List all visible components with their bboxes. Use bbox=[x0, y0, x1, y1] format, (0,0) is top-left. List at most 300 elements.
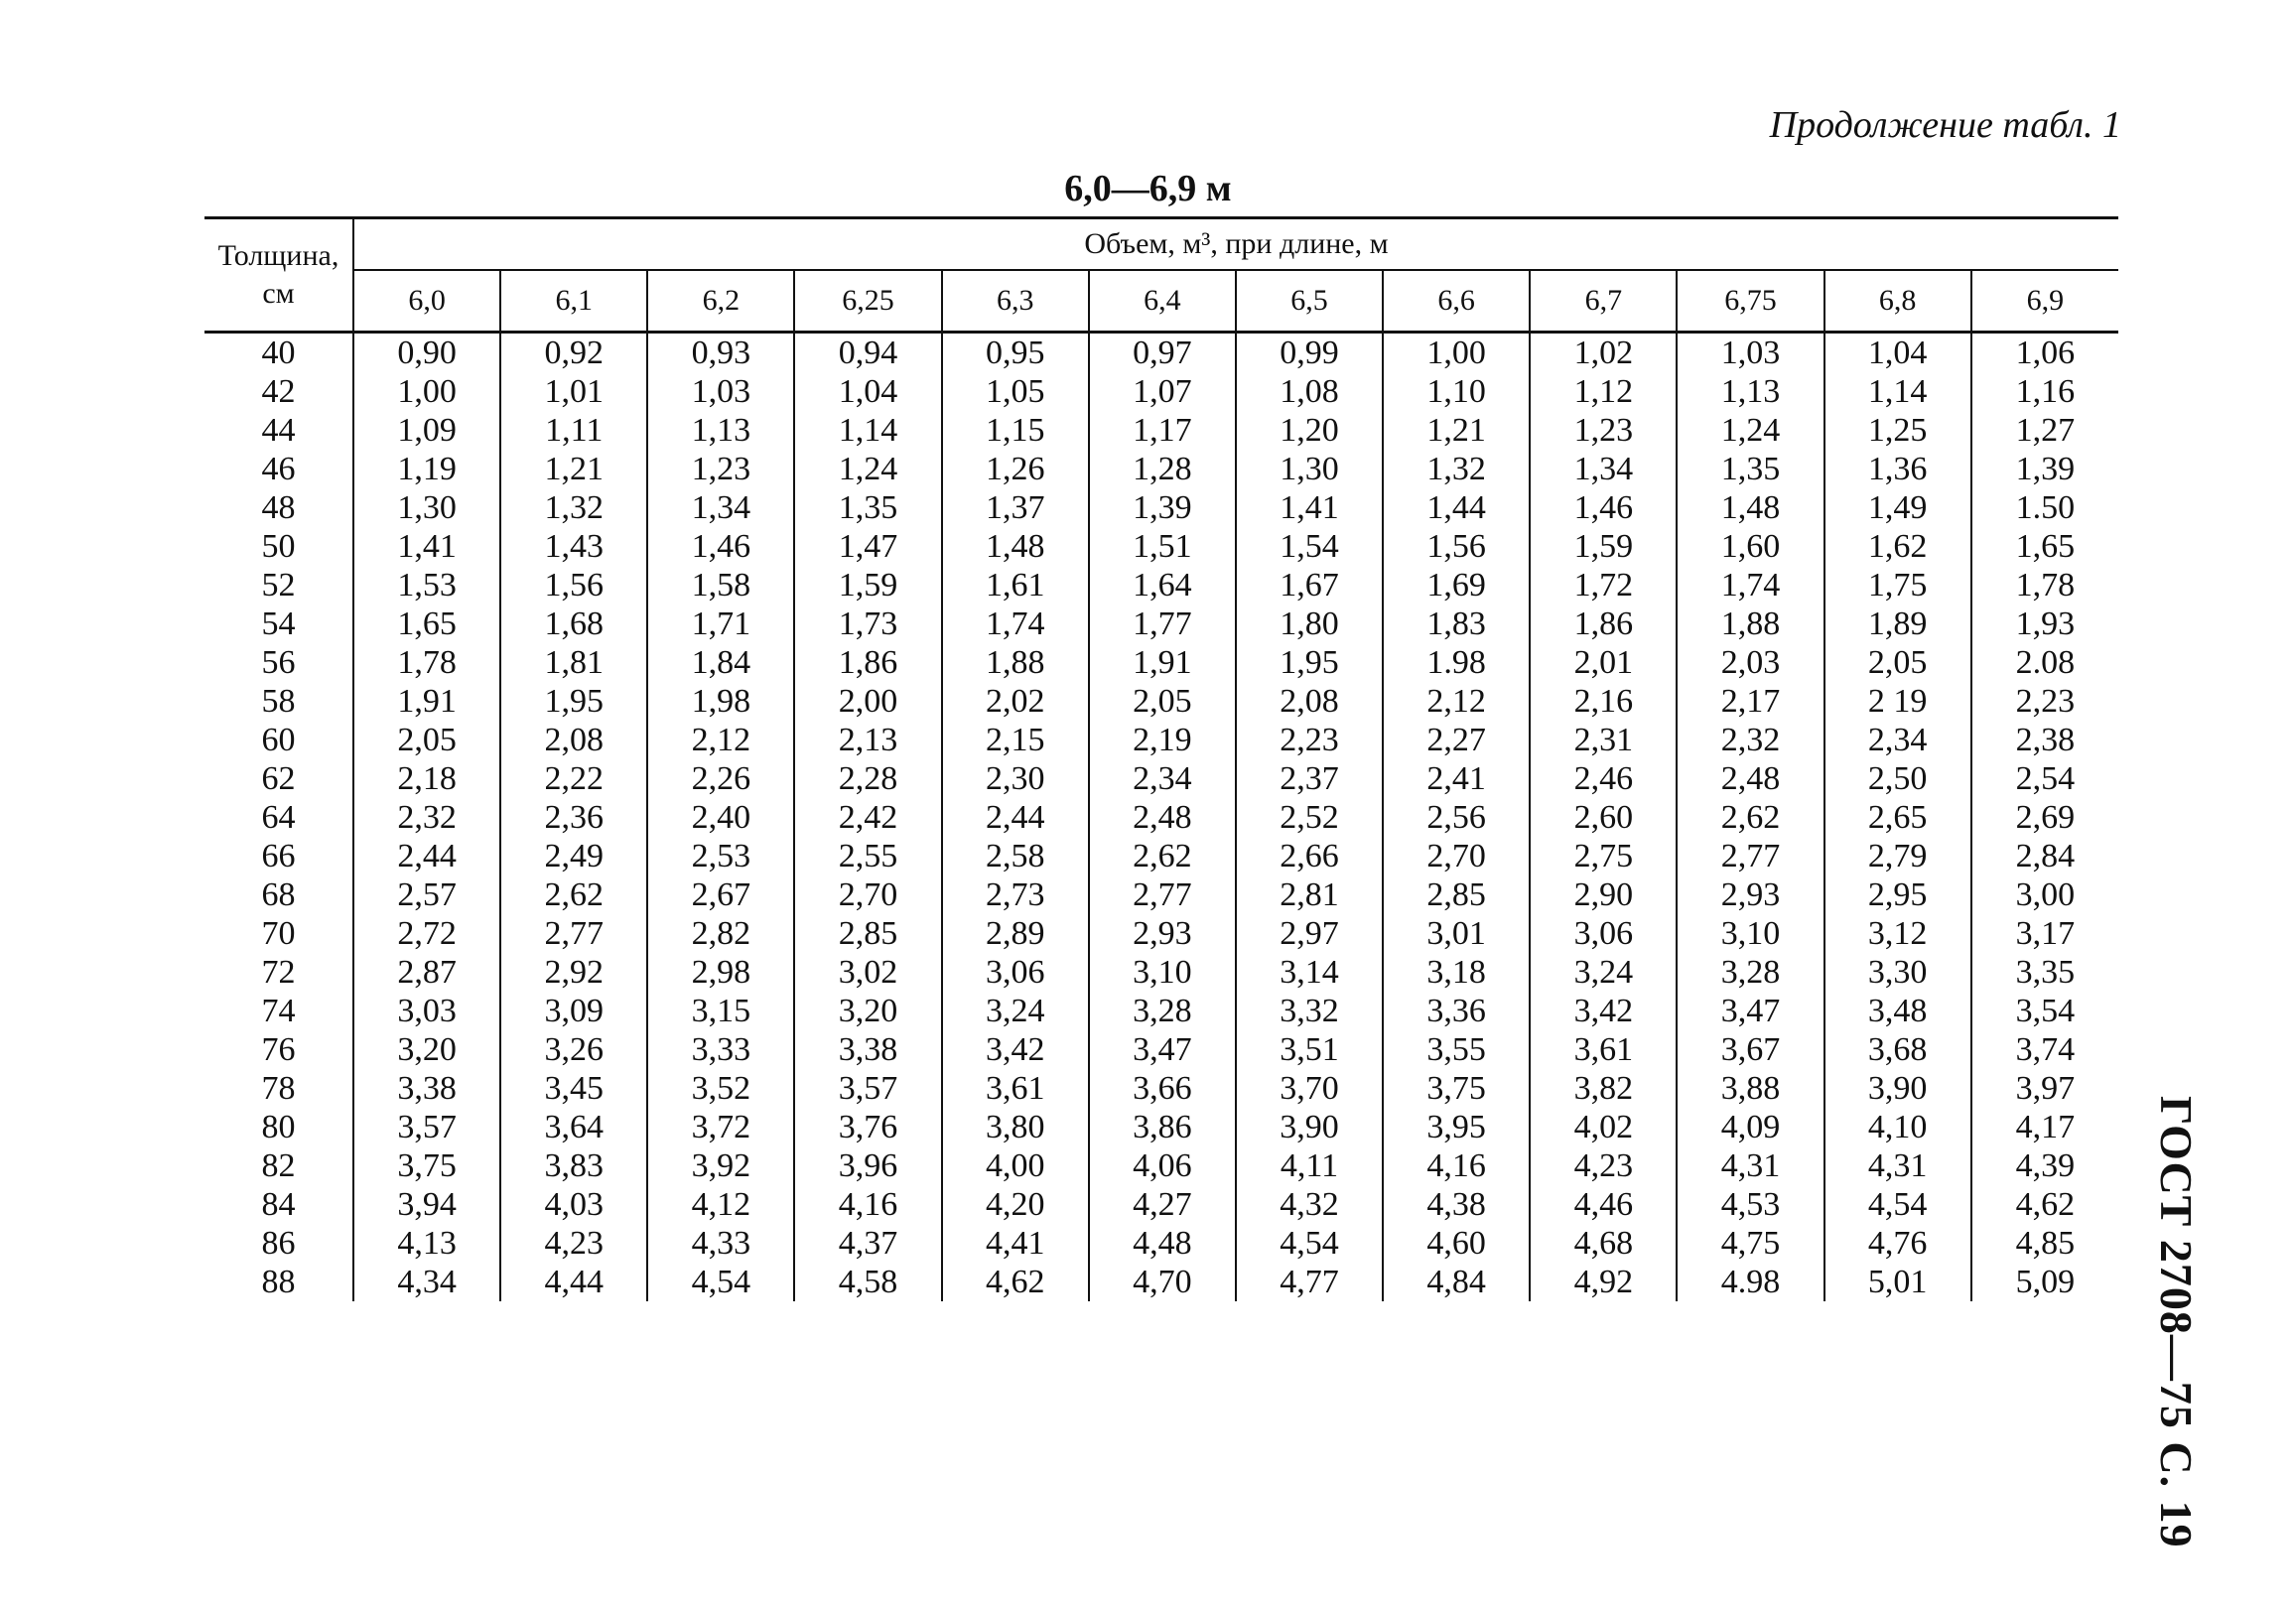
volume-cell: 2,32 bbox=[1677, 721, 1823, 759]
volume-cell: 4,31 bbox=[1824, 1146, 1971, 1185]
volume-cell: 3,92 bbox=[647, 1146, 794, 1185]
volume-cell: 2,62 bbox=[500, 875, 647, 914]
volume-cell: 3,15 bbox=[647, 992, 794, 1030]
volume-cell: 2,53 bbox=[647, 837, 794, 875]
volume-cell: 1,08 bbox=[1236, 372, 1383, 411]
table-row bbox=[204, 1030, 2118, 1069]
volume-cell: 1,16 bbox=[1971, 372, 2118, 411]
volume-cell: 1,00 bbox=[1383, 333, 1530, 373]
volume-cell: 4,62 bbox=[1971, 1185, 2118, 1224]
volume-cell: 1,89 bbox=[1824, 604, 1971, 643]
volume-cell: 4,38 bbox=[1383, 1185, 1530, 1224]
volume-cell: 0,92 bbox=[500, 333, 647, 373]
volume-cell: 2,01 bbox=[1530, 643, 1677, 682]
table-row bbox=[204, 721, 2118, 759]
length-header: 6,7 bbox=[1530, 270, 1677, 333]
volume-cell: 1,21 bbox=[1383, 411, 1530, 450]
volume-cell: 2,05 bbox=[353, 721, 500, 759]
volume-cell: 4,12 bbox=[647, 1185, 794, 1224]
volume-cell: 1,68 bbox=[500, 604, 647, 643]
volume-cell: 3,68 bbox=[1824, 1030, 1971, 1069]
volume-cell: 1,02 bbox=[1530, 333, 1677, 373]
volume-cell: 1,37 bbox=[942, 488, 1089, 527]
volume-cell: 2,82 bbox=[647, 914, 794, 953]
volume-cell: 1,61 bbox=[942, 566, 1089, 604]
thickness-cell: 78 bbox=[204, 1069, 353, 1108]
volume-cell: 1,27 bbox=[1971, 411, 2118, 450]
volume-cell: 2,65 bbox=[1824, 798, 1971, 837]
volume-cell: 2,93 bbox=[1089, 914, 1236, 953]
volume-cell: 2,31 bbox=[1530, 721, 1677, 759]
volume-cell: 2,34 bbox=[1824, 721, 1971, 759]
volume-cell: 1,58 bbox=[647, 566, 794, 604]
volume-cell: 3,32 bbox=[1236, 992, 1383, 1030]
volume-cell: 1,00 bbox=[353, 372, 500, 411]
volume-cell: 2,49 bbox=[500, 837, 647, 875]
volume-cell: 1,34 bbox=[1530, 450, 1677, 488]
table-row bbox=[204, 333, 2118, 373]
volume-cell: 4,53 bbox=[1677, 1185, 1823, 1224]
volume-cell: 1,34 bbox=[647, 488, 794, 527]
volume-cell: 3,52 bbox=[647, 1069, 794, 1108]
table-row bbox=[204, 798, 2118, 837]
volume-cell: 3,55 bbox=[1383, 1030, 1530, 1069]
volume-cell: 2,60 bbox=[1530, 798, 1677, 837]
volume-cell: 4,16 bbox=[794, 1185, 941, 1224]
volume-cell: 1,53 bbox=[353, 566, 500, 604]
volume-cell: 4,54 bbox=[1824, 1185, 1971, 1224]
volume-cell: 2,52 bbox=[1236, 798, 1383, 837]
volume-cell: 3,72 bbox=[647, 1108, 794, 1146]
volume-cell: 1,88 bbox=[942, 643, 1089, 682]
volume-cell: 1,24 bbox=[794, 450, 941, 488]
volume-cell: 1,56 bbox=[1383, 527, 1530, 566]
volume-cell: 2,46 bbox=[1530, 759, 1677, 798]
volume-cell: 1,19 bbox=[353, 450, 500, 488]
thickness-cell: 58 bbox=[204, 682, 353, 721]
volume-cell: 1,23 bbox=[647, 450, 794, 488]
thickness-cell: 74 bbox=[204, 992, 353, 1030]
volume-cell: 3,45 bbox=[500, 1069, 647, 1108]
volume-cell: 2,89 bbox=[942, 914, 1089, 953]
volume-cell: 1,41 bbox=[353, 527, 500, 566]
volume-cell: 2,27 bbox=[1383, 721, 1530, 759]
thickness-cell: 50 bbox=[204, 527, 353, 566]
thickness-cell: 64 bbox=[204, 798, 353, 837]
length-header: 6,4 bbox=[1089, 270, 1236, 333]
volume-cell: 1,84 bbox=[647, 643, 794, 682]
volume-cell: 2,69 bbox=[1971, 798, 2118, 837]
volume-cell: 1.98 bbox=[1383, 643, 1530, 682]
volume-cell: 1,30 bbox=[1236, 450, 1383, 488]
volume-cell: 0,99 bbox=[1236, 333, 1383, 373]
table-row bbox=[204, 837, 2118, 875]
volume-cell: 4,92 bbox=[1530, 1263, 1677, 1301]
volume-cell: 2.08 bbox=[1971, 643, 2118, 682]
table-row bbox=[204, 1185, 2118, 1224]
volume-cell: 3,10 bbox=[1677, 914, 1823, 953]
volume-cell: 5,09 bbox=[1971, 1263, 2118, 1301]
volume-cell: 1,88 bbox=[1677, 604, 1823, 643]
volume-cell: 2,13 bbox=[794, 721, 941, 759]
thickness-cell: 76 bbox=[204, 1030, 353, 1069]
volume-cell: 2,23 bbox=[1236, 721, 1383, 759]
volume-cell: 2,42 bbox=[794, 798, 941, 837]
volume-cell: 3,61 bbox=[942, 1069, 1089, 1108]
volume-cell: 4,33 bbox=[647, 1224, 794, 1263]
volume-cell: 3,03 bbox=[353, 992, 500, 1030]
length-header: 6,25 bbox=[794, 270, 941, 333]
volume-cell: 1,05 bbox=[942, 372, 1089, 411]
table-row bbox=[204, 914, 2118, 953]
volume-cell: 4,37 bbox=[794, 1224, 941, 1263]
range-title: 6,0—6,9 м bbox=[1064, 168, 1232, 209]
volume-cell: 2,93 bbox=[1677, 875, 1823, 914]
volume-cell: 1,15 bbox=[942, 411, 1089, 450]
volume-cell: 2,15 bbox=[942, 721, 1089, 759]
volume-cell: 4,13 bbox=[353, 1224, 500, 1263]
volume-cell: 1,72 bbox=[1530, 566, 1677, 604]
volume-cell: 3,26 bbox=[500, 1030, 647, 1069]
table-row bbox=[204, 682, 2118, 721]
volume-cell: 3,10 bbox=[1089, 953, 1236, 992]
volume-cell: 1,98 bbox=[647, 682, 794, 721]
volume-cell: 2,55 bbox=[794, 837, 941, 875]
table-row bbox=[204, 953, 2118, 992]
volume-cell: 2,48 bbox=[1089, 798, 1236, 837]
volume-cell: 3,97 bbox=[1971, 1069, 2118, 1108]
volume-cell: 3,54 bbox=[1971, 992, 2118, 1030]
thickness-cell: 72 bbox=[204, 953, 353, 992]
volume-cell: 4,54 bbox=[1236, 1224, 1383, 1263]
volume-cell: 1,56 bbox=[500, 566, 647, 604]
volume-cell: 2,95 bbox=[1824, 875, 1971, 914]
table-row bbox=[204, 372, 2118, 411]
volume-cell: 4,62 bbox=[942, 1263, 1089, 1301]
volume-cell: 2,30 bbox=[942, 759, 1089, 798]
volume-cell: 1,21 bbox=[500, 450, 647, 488]
volume-cell: 1,60 bbox=[1677, 527, 1823, 566]
volume-cell: 1,69 bbox=[1383, 566, 1530, 604]
volume-cell: 3,94 bbox=[353, 1185, 500, 1224]
volume-cell: 3,67 bbox=[1677, 1030, 1823, 1069]
volume-cell: 1,41 bbox=[1236, 488, 1383, 527]
table-row bbox=[204, 759, 2118, 798]
volume-cell: 2,48 bbox=[1677, 759, 1823, 798]
volume-cell: 2,44 bbox=[942, 798, 1089, 837]
volume-cell: 2,36 bbox=[500, 798, 647, 837]
length-header: 6,3 bbox=[942, 270, 1089, 333]
volume-cell: 3,30 bbox=[1824, 953, 1971, 992]
volume-cell: 2,70 bbox=[1383, 837, 1530, 875]
volume-cell: 3,06 bbox=[942, 953, 1089, 992]
volume-cell: 1,13 bbox=[647, 411, 794, 450]
thickness-cell: 82 bbox=[204, 1146, 353, 1185]
thickness-cell: 66 bbox=[204, 837, 353, 875]
volume-cell: 2,92 bbox=[500, 953, 647, 992]
volume-cell: 3,28 bbox=[1677, 953, 1823, 992]
volume-cell: 2,84 bbox=[1971, 837, 2118, 875]
table-row bbox=[204, 566, 2118, 604]
table-row bbox=[204, 411, 2118, 450]
volume-cell: 1,71 bbox=[647, 604, 794, 643]
volume-cell: 3,90 bbox=[1824, 1069, 1971, 1108]
volume-cell: 1,39 bbox=[1089, 488, 1236, 527]
volume-cell: 2,62 bbox=[1089, 837, 1236, 875]
volume-cell: 2,03 bbox=[1677, 643, 1823, 682]
volume-cell: 4,58 bbox=[794, 1263, 941, 1301]
volume-cell: 3,66 bbox=[1089, 1069, 1236, 1108]
volume-cell: 3,75 bbox=[353, 1146, 500, 1185]
volume-cell: 1,25 bbox=[1824, 411, 1971, 450]
volume-cell: 4,60 bbox=[1383, 1224, 1530, 1263]
volume-cell: 1,65 bbox=[353, 604, 500, 643]
volume-cell: 3,35 bbox=[1971, 953, 2118, 992]
volume-cell: 2,73 bbox=[942, 875, 1089, 914]
volume-cell: 3,57 bbox=[353, 1108, 500, 1146]
volume-cell: 1,74 bbox=[942, 604, 1089, 643]
volume-cell: 4,77 bbox=[1236, 1263, 1383, 1301]
thickness-cell: 56 bbox=[204, 643, 353, 682]
volume-cell: 3,06 bbox=[1530, 914, 1677, 953]
volume-cell: 4,09 bbox=[1677, 1108, 1823, 1146]
volume-cell: 1,13 bbox=[1677, 372, 1823, 411]
volume-cell: 2,05 bbox=[1824, 643, 1971, 682]
volume-cell: 3,42 bbox=[942, 1030, 1089, 1069]
volume-cell: 1,46 bbox=[1530, 488, 1677, 527]
volume-cell: 2,58 bbox=[942, 837, 1089, 875]
thickness-cell: 62 bbox=[204, 759, 353, 798]
volume-cell: 1.50 bbox=[1971, 488, 2118, 527]
thickness-cell: 40 bbox=[204, 333, 353, 373]
volume-cell: 4,17 bbox=[1971, 1108, 2118, 1146]
volume-cell: 2,90 bbox=[1530, 875, 1677, 914]
table-row bbox=[204, 1108, 2118, 1146]
length-header: 6,1 bbox=[500, 270, 647, 333]
volume-cell: 2,19 bbox=[1089, 721, 1236, 759]
volume-cell: 4,32 bbox=[1236, 1185, 1383, 1224]
volume-cell: 1,44 bbox=[1383, 488, 1530, 527]
volume-cell: 3,90 bbox=[1236, 1108, 1383, 1146]
volume-cell: 3,96 bbox=[794, 1146, 941, 1185]
table-row bbox=[204, 450, 2118, 488]
volume-cell: 3,76 bbox=[794, 1108, 941, 1146]
volume-cell: 4,70 bbox=[1089, 1263, 1236, 1301]
volume-cell: 1,54 bbox=[1236, 527, 1383, 566]
volume-cell: 3,70 bbox=[1236, 1069, 1383, 1108]
volume-cell: 3,51 bbox=[1236, 1030, 1383, 1069]
volume-cell: 1,36 bbox=[1824, 450, 1971, 488]
volume-cell: 2,77 bbox=[1089, 875, 1236, 914]
length-header: 6,75 bbox=[1677, 270, 1823, 333]
volume-cell: 1,91 bbox=[353, 682, 500, 721]
volume-cell: 4,39 bbox=[1971, 1146, 2118, 1185]
volume-cell: 1,59 bbox=[794, 566, 941, 604]
volume-cell: 1,12 bbox=[1530, 372, 1677, 411]
volume-cell: 4,68 bbox=[1530, 1224, 1677, 1263]
volume-cell: 3,00 bbox=[1971, 875, 2118, 914]
thickness-cell: 88 bbox=[204, 1263, 353, 1301]
volume-cell: 2,18 bbox=[353, 759, 500, 798]
volume-cell: 4,41 bbox=[942, 1224, 1089, 1263]
volume-header: Объем, м³, при длине, м bbox=[353, 218, 2118, 271]
length-header: 6,8 bbox=[1824, 270, 1971, 333]
volume-cell: 1,39 bbox=[1971, 450, 2118, 488]
length-header: 6,6 bbox=[1383, 270, 1530, 333]
volume-cell: 3,38 bbox=[353, 1069, 500, 1108]
volume-cell: 2,28 bbox=[794, 759, 941, 798]
volume-cell: 3,02 bbox=[794, 953, 941, 992]
volume-cell: 3,36 bbox=[1383, 992, 1530, 1030]
volume-cell: 1,86 bbox=[1530, 604, 1677, 643]
volume-cell: 3,24 bbox=[942, 992, 1089, 1030]
volume-cell: 1,48 bbox=[1677, 488, 1823, 527]
volume-cell: 2,00 bbox=[794, 682, 941, 721]
volume-cell: 2,44 bbox=[353, 837, 500, 875]
volume-cell: 3,47 bbox=[1677, 992, 1823, 1030]
volume-cell: 1,04 bbox=[794, 372, 941, 411]
volume-cell: 1,03 bbox=[1677, 333, 1823, 373]
volume-cell: 2,85 bbox=[1383, 875, 1530, 914]
volume-cell: 1,78 bbox=[353, 643, 500, 682]
volume-cell: 3,42 bbox=[1530, 992, 1677, 1030]
volume-cell: 1,35 bbox=[1677, 450, 1823, 488]
volume-cell: 3,83 bbox=[500, 1146, 647, 1185]
volume-cell: 1,11 bbox=[500, 411, 647, 450]
table-row bbox=[204, 527, 2118, 566]
volume-cell: 4.98 bbox=[1677, 1263, 1823, 1301]
volume-cell: 3,57 bbox=[794, 1069, 941, 1108]
volume-cell: 1,74 bbox=[1677, 566, 1823, 604]
volume-cell: 1,93 bbox=[1971, 604, 2118, 643]
volume-cell: 5,01 bbox=[1824, 1263, 1971, 1301]
volume-cell: 4,75 bbox=[1677, 1224, 1823, 1263]
volume-cell: 1,32 bbox=[1383, 450, 1530, 488]
volume-cell: 4,23 bbox=[1530, 1146, 1677, 1185]
length-header: 6,0 bbox=[353, 270, 500, 333]
volume-cell: 4,48 bbox=[1089, 1224, 1236, 1263]
volume-cell: 4,76 bbox=[1824, 1224, 1971, 1263]
volume-cell: 3,09 bbox=[500, 992, 647, 1030]
volume-cell: 4,23 bbox=[500, 1224, 647, 1263]
volume-cell: 1,81 bbox=[500, 643, 647, 682]
volume-cell: 3,01 bbox=[1383, 914, 1530, 953]
table-row bbox=[204, 488, 2118, 527]
volume-cell: 1,17 bbox=[1089, 411, 1236, 450]
table-row bbox=[204, 992, 2118, 1030]
volume-cell: 2,32 bbox=[353, 798, 500, 837]
volume-cell: 4,46 bbox=[1530, 1185, 1677, 1224]
volume-cell: 2,98 bbox=[647, 953, 794, 992]
volume-cell: 2,85 bbox=[794, 914, 941, 953]
thickness-cell: 54 bbox=[204, 604, 353, 643]
volume-cell: 3,74 bbox=[1971, 1030, 2118, 1069]
volume-cell: 1,51 bbox=[1089, 527, 1236, 566]
volume-cell: 3,24 bbox=[1530, 953, 1677, 992]
volume-cell: 1,32 bbox=[500, 488, 647, 527]
volume-cell: 2,41 bbox=[1383, 759, 1530, 798]
volume-cell: 1,49 bbox=[1824, 488, 1971, 527]
volume-cell: 4,10 bbox=[1824, 1108, 1971, 1146]
volume-cell: 2,97 bbox=[1236, 914, 1383, 953]
volume-cell: 0,93 bbox=[647, 333, 794, 373]
volume-cell: 2,50 bbox=[1824, 759, 1971, 798]
thickness-cell: 86 bbox=[204, 1224, 353, 1263]
volume-cell: 4,06 bbox=[1089, 1146, 1236, 1185]
thickness-cell: 70 bbox=[204, 914, 353, 953]
volume-cell: 1,86 bbox=[794, 643, 941, 682]
volume-cell: 4,85 bbox=[1971, 1224, 2118, 1263]
volume-cell: 1,14 bbox=[794, 411, 941, 450]
volume-cell: 3,33 bbox=[647, 1030, 794, 1069]
volume-cell: 1,80 bbox=[1236, 604, 1383, 643]
volume-cell: 2,62 bbox=[1677, 798, 1823, 837]
volume-cell: 1,03 bbox=[647, 372, 794, 411]
volume-cell: 4,02 bbox=[1530, 1108, 1677, 1146]
volume-cell: 2,08 bbox=[500, 721, 647, 759]
volume-cell: 2,23 bbox=[1971, 682, 2118, 721]
volume-cell: 2,70 bbox=[794, 875, 941, 914]
volume-cell: 3,82 bbox=[1530, 1069, 1677, 1108]
thickness-cell: 84 bbox=[204, 1185, 353, 1224]
volume-cell: 4,54 bbox=[647, 1263, 794, 1301]
volume-cell: 2,57 bbox=[353, 875, 500, 914]
volume-cell: 1,24 bbox=[1677, 411, 1823, 450]
thickness-cell: 44 bbox=[204, 411, 353, 450]
volume-cell: 1,48 bbox=[942, 527, 1089, 566]
table-row bbox=[204, 1146, 2118, 1185]
volume-cell: 2,38 bbox=[1971, 721, 2118, 759]
volume-cell: 3,20 bbox=[794, 992, 941, 1030]
volume-cell: 1,23 bbox=[1530, 411, 1677, 450]
volume-cell: 4,00 bbox=[942, 1146, 1089, 1185]
volume-cell: 1,95 bbox=[1236, 643, 1383, 682]
volume-cell: 1,26 bbox=[942, 450, 1089, 488]
volume-cell: 1,78 bbox=[1971, 566, 2118, 604]
volume-cell: 2,56 bbox=[1383, 798, 1530, 837]
volume-cell: 1,95 bbox=[500, 682, 647, 721]
volume-cell: 4,44 bbox=[500, 1263, 647, 1301]
volume-cell: 3,80 bbox=[942, 1108, 1089, 1146]
volume-cell: 3,12 bbox=[1824, 914, 1971, 953]
volume-cell: 0,94 bbox=[794, 333, 941, 373]
volume-cell: 1,65 bbox=[1971, 527, 2118, 566]
length-header: 6,2 bbox=[647, 270, 794, 333]
volume-cell: 4,84 bbox=[1383, 1263, 1530, 1301]
volume-cell: 1,47 bbox=[794, 527, 941, 566]
volume-cell: 2,75 bbox=[1530, 837, 1677, 875]
volume-cell: 2,40 bbox=[647, 798, 794, 837]
standard-page-label: ГОСТ 2708—75 С. 19 bbox=[2151, 1096, 2202, 1548]
volume-cell: 2 19 bbox=[1824, 682, 1971, 721]
volume-cell: 3,61 bbox=[1530, 1030, 1677, 1069]
volume-cell: 3,95 bbox=[1383, 1108, 1530, 1146]
volume-cell: 1,09 bbox=[353, 411, 500, 450]
volume-cell: 1,01 bbox=[500, 372, 647, 411]
volume-cell: 1,46 bbox=[647, 527, 794, 566]
volume-cell: 2,81 bbox=[1236, 875, 1383, 914]
volume-cell: 1,07 bbox=[1089, 372, 1236, 411]
thickness-cell: 46 bbox=[204, 450, 353, 488]
volume-cell: 1,59 bbox=[1530, 527, 1677, 566]
volume-cell: 2,17 bbox=[1677, 682, 1823, 721]
volume-cell: 3,28 bbox=[1089, 992, 1236, 1030]
thickness-header: Толщина, см bbox=[204, 218, 353, 333]
volume-cell: 3,20 bbox=[353, 1030, 500, 1069]
thickness-cell: 42 bbox=[204, 372, 353, 411]
volume-cell: 0,90 bbox=[353, 333, 500, 373]
volume-cell: 1,35 bbox=[794, 488, 941, 527]
